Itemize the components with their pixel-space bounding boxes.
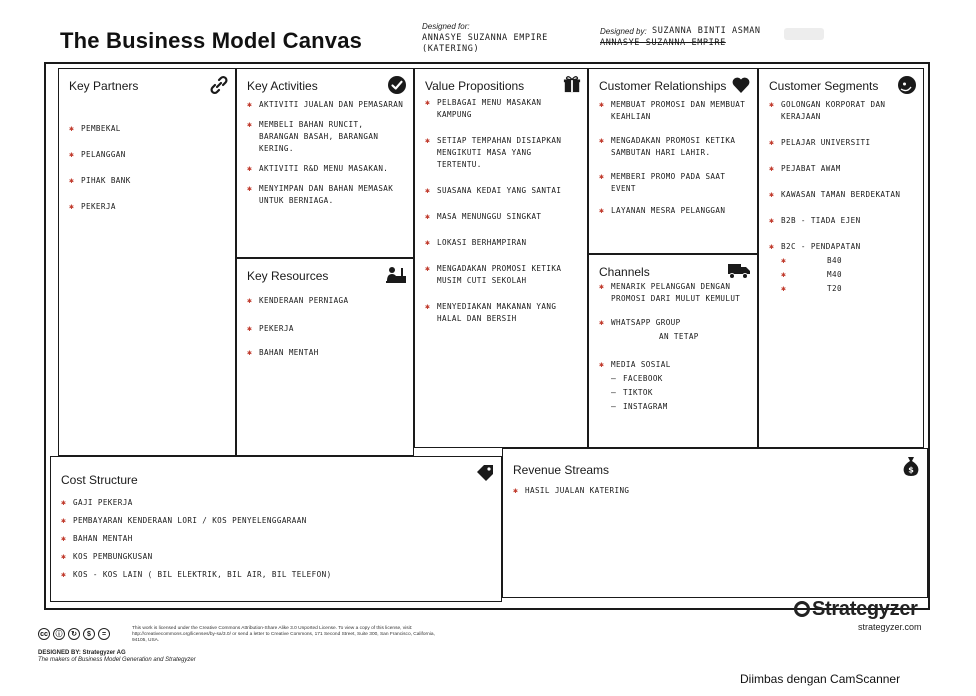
customer-relationships-list	[599, 99, 749, 225]
list-item: ✱ LAYANAN MESRA PELANGGAN	[599, 205, 749, 217]
money-bag-icon	[901, 455, 921, 477]
list-item: ✱ PEJABAT AWAM	[769, 163, 915, 175]
list-item: ✱ PEKERJA	[247, 323, 405, 335]
worker-icon	[385, 265, 407, 285]
strategyzer-wordmark: Strategyzer	[812, 598, 918, 620]
heart-icon	[731, 75, 751, 95]
key-partners-block	[58, 68, 236, 456]
list-item: ✱ SUASANA KEDAI YANG SANTAI	[425, 185, 579, 197]
designed-by-strategyzer: DESIGNED BY: Strategyzer AG	[38, 650, 126, 656]
noderivs-icon: =	[98, 628, 110, 640]
revenue-streams-title: Revenue Streams	[513, 463, 610, 477]
list-item: ✱ PELANGGAN	[69, 149, 227, 161]
person-icon	[897, 75, 917, 95]
license-text: This work is licensed under the Creative Commons Attribution-Share Alike 3.0 Unported License. To view a copy of this license, visit: http://creativecommons.org/licenses/by-sa/3.0/ or send a letter to Creative Commons, 171 Second Street, Suite 300, San Francisco, California, 94105, USA.	[132, 626, 435, 643]
list-item: ✱ AKTIVITI R&D MENU MASAKAN.	[247, 163, 405, 175]
canvas-title: The Business Model Canvas	[60, 28, 363, 53]
customer-relationships-block	[588, 68, 758, 254]
list-item: ✱ PEMBEKAL	[69, 123, 227, 135]
gift-icon	[563, 75, 581, 93]
customer-segments-block	[758, 68, 924, 448]
license-icons	[38, 628, 110, 640]
strategyzer-url[interactable]: strategyzer.com	[858, 622, 922, 632]
key-partners-title: Key Partners	[69, 79, 139, 93]
tag-icon	[475, 463, 495, 483]
customer-segments-title: Customer Segments	[769, 79, 879, 93]
list-item: ✱ B2C - PENDAPATAN	[769, 241, 915, 253]
list-item: ✱ HASIL JUALAN KATERING	[513, 485, 919, 497]
list-item: ✱ MEDIA SOSIAL	[599, 359, 749, 371]
list-item: ✱ MASA MENUNGGU SINGKAT	[425, 211, 579, 223]
strategyzer-mark-icon	[794, 601, 810, 617]
list-sub-item: – INSTAGRAM	[599, 401, 749, 413]
key-resources-title: Key Resources	[247, 269, 329, 283]
key-resources-block	[236, 258, 414, 456]
list-item: ✱ WHATSAPP GROUP	[599, 317, 749, 329]
list-item: ✱ MEMBUAT PROMOSI DAN MEMBUAT KEAHLIAN	[599, 99, 749, 123]
list-item: ✱ GOLONGAN KORPORAT DAN KERAJAAN	[769, 99, 915, 123]
designed-for-value: ANNASYE SUZANNA EMPIRE (KATERING)	[422, 33, 548, 54]
value-propositions-block	[414, 68, 588, 448]
list-sub-item: – TIKTOK	[599, 387, 749, 399]
revenue-streams-block	[502, 448, 928, 598]
list-item: ✱ LOKASI BERHAMPIRAN	[425, 237, 579, 249]
list-item: ✱ MEMBELI BAHAN RUNCIT, BARANGAN BASAH, BARANGAN KERING.	[247, 119, 405, 155]
list-item: ✱ MENYEDIAKAN MAKANAN YANG HALAL DAN BERSIH	[425, 301, 579, 325]
list-item: ✱ B2B - TIADA EJEN	[769, 215, 915, 227]
channels-title: Channels	[599, 265, 650, 279]
list-item: ✱ MENGADAKAN PROMOSI KETIKA MUSIM CUTI SEKOLAH	[425, 263, 579, 287]
list-sub-item: ✱ M40	[769, 269, 915, 281]
cost-structure-title: Cost Structure	[61, 473, 138, 487]
channels-list	[599, 281, 749, 415]
list-item: ✱ BAHAN MENTAH	[247, 347, 405, 359]
value-propositions-title: Value Propositions	[425, 79, 525, 93]
list-item: ✱ PEMBAYARAN KENDERAAN LORI / KOS PENYELENGGARAAN	[61, 515, 493, 527]
designed-by-struck-value: ANNASYE SUZANNA EMPIRE	[600, 38, 726, 48]
key-activities-list	[247, 99, 405, 215]
link-icon	[209, 75, 229, 95]
business-model-canvas	[44, 62, 930, 610]
list-item: ✱ PIHAK BANK	[69, 175, 227, 187]
list-sub-item: ✱ B40	[769, 255, 915, 267]
value-propositions-list	[425, 97, 579, 333]
key-activities-block	[236, 68, 414, 258]
list-sub-item: ✱ T20	[769, 283, 915, 295]
cc-icon: cc	[38, 628, 50, 640]
check-circle-icon	[387, 75, 407, 95]
list-item: ✱ KAWASAN TAMAN BERDEKATAN	[769, 189, 915, 201]
list-sub-item: – FACEBOOK	[599, 373, 749, 385]
list-item: ✱ AKTIVITI JUALAN DAN PEMASARAN	[247, 99, 405, 111]
scanner-watermark: Diimbas dengan CamScanner	[740, 672, 901, 686]
list-item: ✱ BAHAN MENTAH	[61, 533, 493, 545]
strategyzer-tagline: The makers of Business Model Generation and Strategyzer	[38, 657, 196, 663]
key-partners-list	[69, 123, 227, 221]
list-item: ✱ KOS PEMBUNGKUSAN	[61, 551, 493, 563]
channels-block	[588, 254, 758, 448]
list-item: ✱ PELAJAR UNIVERSITI	[769, 137, 915, 149]
list-item: ✱ KENDERAAN PERNIAGA	[247, 295, 405, 307]
list-item: ✱ SETIAP TEMPAHAN DISIAPKAN MENGIKUTI MASA YANG TERTENTU.	[425, 135, 579, 171]
strategyzer-logo	[794, 598, 918, 621]
list-item: ✱ MENARIK PELANGGAN DENGAN PROMOSI DARI MULUT KEMULUT	[599, 281, 749, 305]
key-activities-title: Key Activities	[247, 79, 318, 93]
cost-structure-block	[50, 456, 502, 602]
list-item: ✱ MEMBERI PROMO PADA SAAT EVENT	[599, 171, 749, 195]
list-item: ✱ MENGADAKAN PROMOSI KETIKA SAMBUTAN HARI LAHIR.	[599, 135, 749, 159]
designed-by-value: SUZANNA BINTI ASMAN	[652, 26, 761, 36]
list-item: ✱ MENYIMPAN DAN BAHAN MEMASAK UNTUK BERNIAGA.	[247, 183, 405, 207]
key-resources-list	[247, 295, 405, 367]
list-item: ✱ GAJI PEKERJA	[61, 497, 493, 509]
noncommercial-icon: $	[83, 628, 95, 640]
list-item: ✱ PELBAGAI MENU MASAKAN KAMPUNG	[425, 97, 579, 121]
customer-relationships-title: Customer Relationships	[599, 79, 727, 93]
truck-icon	[727, 261, 751, 279]
list-item: ✱ PEKERJA	[69, 201, 227, 213]
cost-structure-list	[61, 497, 493, 589]
revenue-streams-list	[513, 485, 919, 505]
customer-segments-list	[769, 99, 915, 297]
list-item-note: AN TETAP	[659, 332, 699, 341]
designed-for-label: Designed for:	[422, 22, 470, 31]
smudge	[784, 28, 824, 40]
attribution-icon: ⓘ	[53, 628, 65, 640]
designed-by-footer	[38, 650, 196, 664]
svg-text:$: $	[908, 465, 914, 475]
designed-by-label: Designed by:	[600, 27, 647, 36]
share-alike-icon: ↻	[68, 628, 80, 640]
list-item: ✱ KOS - KOS LAIN ( BIL ELEKTRIK, BIL AIR, BIL TELEFON)	[61, 569, 493, 581]
